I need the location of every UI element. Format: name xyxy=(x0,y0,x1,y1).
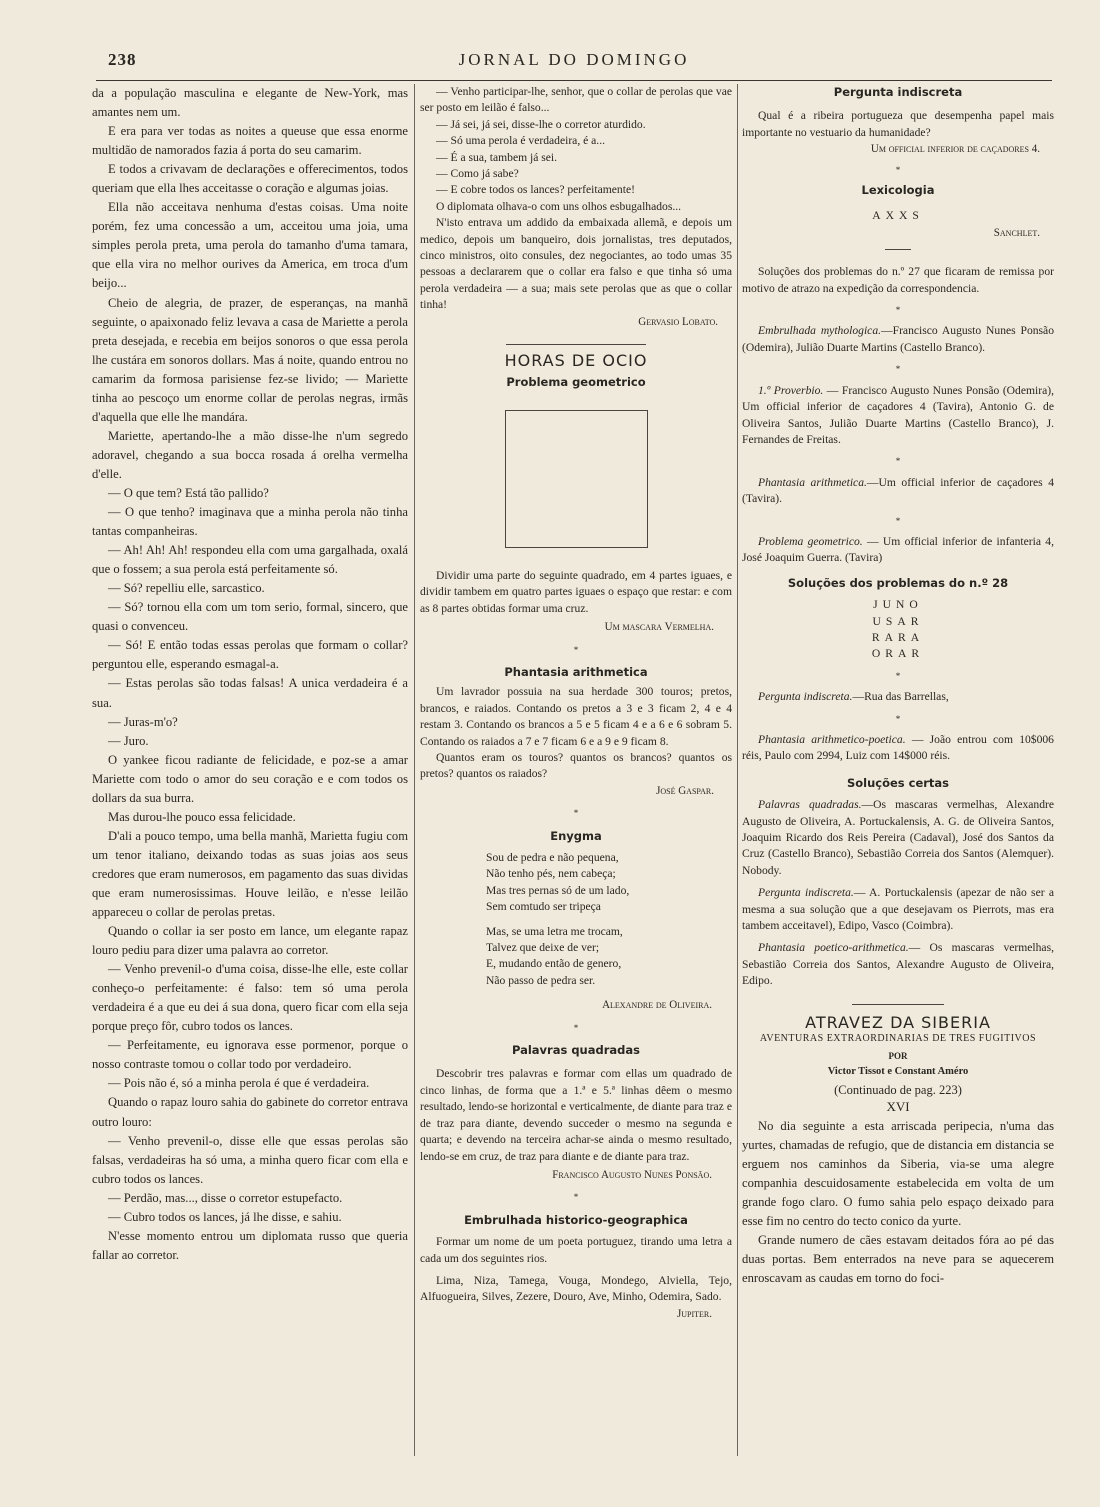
separator-star: * xyxy=(895,670,901,681)
embrulhada-text: Formar um nome de um poeta portuguez, tirando uma letra a cada um dos seguintes rios. xyxy=(420,1235,732,1265)
separator-star: * xyxy=(573,808,579,819)
paragraph: Mariette, apertando-lhe a mão disse-lhe n'um segredo adoravel, chegando a sua bocca rosada á orelha vermelha d'elle. xyxy=(92,428,408,481)
separator-star: * xyxy=(895,364,901,375)
paragraph: Ella não acceitava nenhuma d'estas coisas. Uma noite porém, fez uma concessão a um, acceitou uma joia, uma simples perola preta, uma perola do tamanho d'uma tamara, que ella vira no melhor ourives da America, em troca d'um beijo... xyxy=(92,200,408,291)
paragraph: — Pois não é, só a minha perola é que é verdadeira. xyxy=(108,1076,370,1091)
poem-line: Não tenho pés, nem cabeça; xyxy=(486,867,616,881)
paragraph: — Venho participar-lhe, senhor, que o collar de perolas que vae ser posto em leilão é falso... xyxy=(420,85,732,115)
arith-text: Um lavrador possuia na sua herdade 300 touros; pretos, brancos, e raiados. Contando os pretos a 3 e 3 ficam 2, 4 e 4 restam 3. Contando os brancos a 5 e 5 ficam 4 e a 6 e 6 sobram 5. Contando os raiados a 7 e 7 ficam 6 e a 9 e 9 ficam 8. xyxy=(420,685,732,748)
embrulhada-rivers: Lima, Niza, Tamega, Vouga, Mondego, Alviella, Tejo, Alfuogueira, Silves, Zezere, Douro, Ave, Minho, Odemira, Sado. xyxy=(420,1273,732,1304)
paragraph: N'esse momento entrou um diplomata russo que queria fallar ao corretor. xyxy=(92,1228,408,1262)
solution-entry xyxy=(742,323,1054,356)
word-square-row: USAR xyxy=(872,614,924,628)
solution-entry xyxy=(742,797,1054,879)
paragraph: E todos a crivavam de declarações e offerecimentos, todos queriam que ella lhes acceitasse o coração e algumas joias. xyxy=(92,162,408,196)
paragraph: — Perfeitamente, eu ignorava esse pormenor, porque o nosso contraste tomou o collar todo por verdadeiro. xyxy=(92,1038,408,1072)
column-1-story xyxy=(92,84,408,1265)
squares-text: Descobrir tres palavras e formar com ellas um quadrado de cinco linhas, de forma que a 1.ª e 5.ª linhas dêem o mesmo resultado, lendo-se horizontal e verticalmente, de diante para traz e de traz para diante, devendo succeder o mesmo na segunda e quarta; e devendo na terceira achar-se ainda o mesmo resultado, lendo-se em cruz, de traz para diante e de diante para traz. xyxy=(420,1067,732,1163)
lex-word: AXXS xyxy=(872,209,924,223)
paragraph: — E cobre todos os lances? perfeitamente! xyxy=(436,183,635,197)
poem-line: Sem comtudo ser tripeça xyxy=(486,900,601,914)
certain-list xyxy=(742,797,1054,989)
newspaper-title: JORNAL DO DOMINGO xyxy=(458,50,690,69)
problem-title: Problema geometrico xyxy=(506,374,646,389)
paragraph: E era para ver todas as noites a queuse que essa enorme multidão de namorados fazia á porta do seu camarim. xyxy=(92,124,408,158)
pi-text: Qual é a ribeira portugueza que desempenha papel mais importante no vestuario da humanidade? xyxy=(742,109,1054,139)
solution-entry xyxy=(742,732,1054,765)
solution-text: — Francisco Augusto Nunes Ponsão (Odemira), Um official inferior de caçadores 4 (Tavira), Antonio G. de Oliveira Santos, Julião Duarte Martins (Castello Branco), J. Fernandes de Freitas. xyxy=(742,383,1055,446)
embrulhada-title: Embrulhada historico-geographica xyxy=(464,1212,688,1227)
page-header xyxy=(96,50,1052,81)
column-2 xyxy=(420,84,732,1322)
paragraph: — Estas perolas são todas falsas! A unica verdadeira é a sua. xyxy=(92,676,408,710)
arith-title: Phantasia arithmetica xyxy=(504,664,648,679)
solution-label: Phantasia arithmetico-poetica. xyxy=(758,733,906,746)
rule xyxy=(885,249,911,250)
siberia-authors: Victor Tissot e Constant Améro xyxy=(827,1065,969,1077)
paragraph: No dia seguinte a esta arriscada peripecia, n'uma das yurtes, chamadas de refugio, que de distancia em distancia se erguem nos caminhos da Siberia, via-se uma alegre companhia descuidosamente estabelecida em volta de um grande fogo claro. O fumo sahia pelo espaço deixado para esse fim no centro do tecto conico da yurte. xyxy=(742,1119,1054,1229)
word-square-row: JUNO xyxy=(873,598,923,612)
story-author: Gervasio Lobato. xyxy=(638,315,718,328)
pi-author: Um official inferior de caçadores 4. xyxy=(870,143,1040,156)
solution-entry xyxy=(742,534,1054,567)
paragraph: Mas durou-lhe pouco essa felicidade. xyxy=(108,809,296,824)
paragraph: — Só! E então todas essas perolas que formam o collar? perguntou elle, esperando esmagal-a. xyxy=(92,638,408,672)
arith-question: Quantos eram os touros? quantos os brancos? quantos os pretos? quantos os raiados? xyxy=(420,750,732,781)
paragraph: N'isto entrava um addido da embaixada allemã, e depois um medico, depois um banqueiro, dois jornalistas, tres deputados, cinco ministros, oito consules, dez negociantes, ao todo umas 35 pessoas a declararem que o collar era falso e que tinha só uma perola verdadeira — a sua; mais sete perolas que as que o collar tinha! xyxy=(420,216,732,312)
sol27-intro: Soluções dos problemas do n.º 27 que ficaram de remissa por motivo de atrazo na expedição da correspondencia. xyxy=(742,265,1054,295)
solution-text: — Um official inferior de infanteria 4, José Joaquim Guerra. (Tavira) xyxy=(742,534,1054,565)
siberia-title: ATRAVEZ DA SIBERIA xyxy=(805,1012,991,1032)
paragraph: — Juro. xyxy=(108,733,149,748)
enigma-stanza-2 xyxy=(420,924,732,990)
sol27-list xyxy=(742,302,1054,567)
paragraph: — Perdão, mas..., disse o corretor estupefacto. xyxy=(108,1190,343,1205)
paragraph: — Venho prevenil-o, disse elle que essas perolas são falsas, verdadeiras ha só uma, a minha quero ficar com ella e cubro todos os lances. xyxy=(92,1133,408,1186)
separator-star: * xyxy=(573,644,579,655)
enigma-author: Alexandre de Oliveira. xyxy=(602,999,712,1012)
solution-text: — João entrou com 10$006 réis, Paulo com 2994, Luiz com 14$000 réis. xyxy=(742,733,1054,763)
paragraph: Quando o collar ia ser posto em lance, um elegante rapaz louro pediu para dizer uma palavra ao corretor. xyxy=(92,924,408,958)
poem-line: Mas tres pernas só de um lado, xyxy=(486,883,630,897)
geometric-square xyxy=(505,410,648,548)
paragraph: — Venho prevenil-o d'uma coisa, disse-lhe elle, este collar conheço-o perfeitamente: é falso: tem só uma perola verdadeira é a que eu dei á sua dona, quero ficar com ella seja porque preço fôr, cubro todos os lances. xyxy=(92,962,408,1034)
separator-star: * xyxy=(573,1192,579,1203)
page-number: 238 xyxy=(108,50,137,69)
enigma-stanza-1 xyxy=(420,850,732,916)
siberia-subtitle: AVENTURAS EXTRAORDINARIAS DE TRES FUGITIVOS xyxy=(759,1033,1037,1045)
paragraph: — É a sua, tambem já sei. xyxy=(436,150,558,164)
section-title: HORAS DE OCIO xyxy=(504,351,648,371)
sol28-title: Soluções dos problemas do n.º 28 xyxy=(787,575,1009,590)
separator-star: * xyxy=(895,515,901,526)
lex-author: Sanchlet. xyxy=(993,226,1040,239)
siberia-text xyxy=(742,1117,1054,1288)
paragraph: O diplomata olhava-o com uns olhos esbugalhados... xyxy=(436,199,682,213)
paragraph: — Juras-m'o? xyxy=(108,714,178,729)
paragraph: — Ah! Ah! Ah! respondeu ella com uma gargalhada, oxalá que o fossem; a sua perola está perfeitamente só. xyxy=(92,543,408,577)
separator-star: * xyxy=(895,713,901,724)
paragraph: — O que tenho? imaginava que a minha perola não tinha tantas companheiras. xyxy=(92,505,408,539)
solution-label: Embrulhada mythologica. xyxy=(758,324,882,338)
solution-entry xyxy=(742,383,1054,449)
paragraph: — Como já sabe? xyxy=(436,167,519,181)
problem-text: Dividir uma parte do seguinte quadrado, em 4 partes iguaes, e dividir tambem em quatro partes iguaes o espaço que restar: e com as 8 partes obtidas formar uma cruz. xyxy=(420,568,732,615)
separator-star: * xyxy=(895,456,901,467)
lex-title: Lexicologia xyxy=(861,183,935,198)
solution-entry xyxy=(742,885,1054,934)
rule xyxy=(852,1004,944,1005)
poem-line: Não passo de pedra ser. xyxy=(486,973,596,987)
solution-entry xyxy=(742,689,1054,705)
paragraph: Quando o rapaz louro sahia do gabinete do corretor entrava outro louro: xyxy=(92,1095,408,1129)
paragraph: da a população masculina e elegante de New-York, mas amantes nem um. xyxy=(92,86,408,120)
separator-star: * xyxy=(895,164,901,175)
solution-text: — Os mascaras vermelhas, Sebastião Correia dos Santos, Alexandre Augusto de Oliveira, Edipo. xyxy=(742,941,1054,988)
solution-entry xyxy=(742,940,1054,989)
paragraph: O yankee ficou radiante de felicidade, e poz-se a amar Mariette com todo o amor do seu coração e e com todos os dollars da sua burra. xyxy=(92,752,408,805)
siberia-continued: (Continuado de pag. 223) xyxy=(834,1083,962,1098)
siberia-chapter: XVI xyxy=(886,1098,910,1114)
embrulhada-author: Jupiter. xyxy=(676,1307,712,1320)
certain-title: Soluções certas xyxy=(846,775,950,790)
word-square-row: RARA xyxy=(871,630,925,644)
paragraph: — Só uma perola é verdadeira, é a... xyxy=(436,134,606,148)
poem-line: Mas, se uma letra me trocam, xyxy=(486,924,623,938)
solution-entry xyxy=(742,475,1054,508)
solution-label: Pergunta indiscreta. xyxy=(758,886,854,900)
solution-label: 1.º Proverbio. xyxy=(758,383,824,397)
solution-label: Phantasia arithmetica. xyxy=(758,475,867,489)
siberia-por: POR xyxy=(888,1050,908,1061)
solution-text: —Os mascaras vermelhas, Alexandre Augusto de Oliveira, A. Portuckalensis, A. G. de Oliveira Santos, Joaquim Ricardo dos Reis Pereira (Cadaval), José dos Santos da Cruz (Castello Branco), Sebastião Correia dos Santos (Alemquer). Nobody. xyxy=(742,798,1055,877)
column-divider xyxy=(737,84,738,1456)
paragraph: — Já sei, já sei, disse-lhe o corretor aturdido. xyxy=(436,117,646,131)
story-continuation xyxy=(420,84,732,314)
solution-text: — A. Portuckalensis (apezar de não ser a mesma a sua solução que a que desejavam os Pierrots, mas era tambem acceitavel), Edipo, Vasco (Coimbra). xyxy=(742,886,1054,933)
sol28-word-square xyxy=(742,597,1054,663)
solution-text: —Um official inferior de caçadores 4 (Tavira). xyxy=(742,475,1054,506)
paragraph: Grande numero de cães estavam deitados fóra ao pé das duas portas. Bem enterrados na neve para se aquecerem enroscavam as caudas em torno do foci- xyxy=(742,1233,1054,1286)
sol28-list xyxy=(742,668,1054,765)
poem-line: Sou de pedra e não pequena, xyxy=(486,851,619,864)
column-divider xyxy=(414,84,415,1456)
arith-author: José Gaspar. xyxy=(656,784,714,797)
enigma-title: Enygma xyxy=(550,828,602,843)
problem-author: Um mascara Vermelha. xyxy=(604,621,714,634)
paragraph: — Cubro todos os lances, já lhe disse, e sahiu. xyxy=(108,1209,342,1224)
column-3 xyxy=(742,84,1054,1288)
paragraph: D'ali a pouco tempo, uma bella manhã, Marietta fugiu com um tenor italiano, deixando todas as suas joias aos seus credores que eram numerosos, em pagamento das suas dividas que eram numerosissimas. Houve leilão, e n'esse leilão appareceu o collar de perolas pretas. xyxy=(92,828,408,920)
poem-line: E, mudando então de genero, xyxy=(486,957,622,971)
paragraph: — Só? tornou ella com um tom serio, formal, sincero, que quasi o convenceu. xyxy=(92,600,408,634)
word-square-row: ORAR xyxy=(871,647,925,661)
paragraph: — Só? repelliu elle, sarcastico. xyxy=(108,581,265,596)
solution-text: —Rua das Barrellas, xyxy=(852,690,949,704)
solution-label: Palavras quadradas. xyxy=(758,798,862,812)
separator-star: * xyxy=(573,1022,579,1033)
squares-author: Francisco Augusto Nunes Ponsão. xyxy=(552,1168,712,1181)
separator-star: * xyxy=(895,305,901,316)
squares-title: Palavras quadradas xyxy=(511,1043,641,1058)
solution-text: —Francisco Augusto Nunes Ponsão (Odemira), Julião Duarte Martins (Castello Branco). xyxy=(742,324,1055,354)
solution-label: Problema geometrico. xyxy=(758,534,863,548)
solution-label: Pergunta indiscreta. xyxy=(758,690,853,704)
paragraph: — O que tem? Está tão pallido? xyxy=(108,485,269,500)
poem-line: Talvez que deixe de ver; xyxy=(486,941,600,955)
pi-title: Pergunta indiscreta xyxy=(833,85,963,99)
solution-label: Phantasia poetico-arithmetica. xyxy=(758,941,909,955)
paragraph: Cheio de alegria, de prazer, de esperanças, na manhã seguinte, o apaixonado feliz levava a casa de Mariette a perola preta desejada, e recebia em beijos sonoros o que essa perola lhe custára em sonoros dollars. Mas á noite, quando entrou no camarim da formosa parisiense fez-se livido; — Mariette tinha ao pescoço um enorme collar de perolas negras, irmãs d'aquella que elle lhe mandára. xyxy=(92,295,408,424)
